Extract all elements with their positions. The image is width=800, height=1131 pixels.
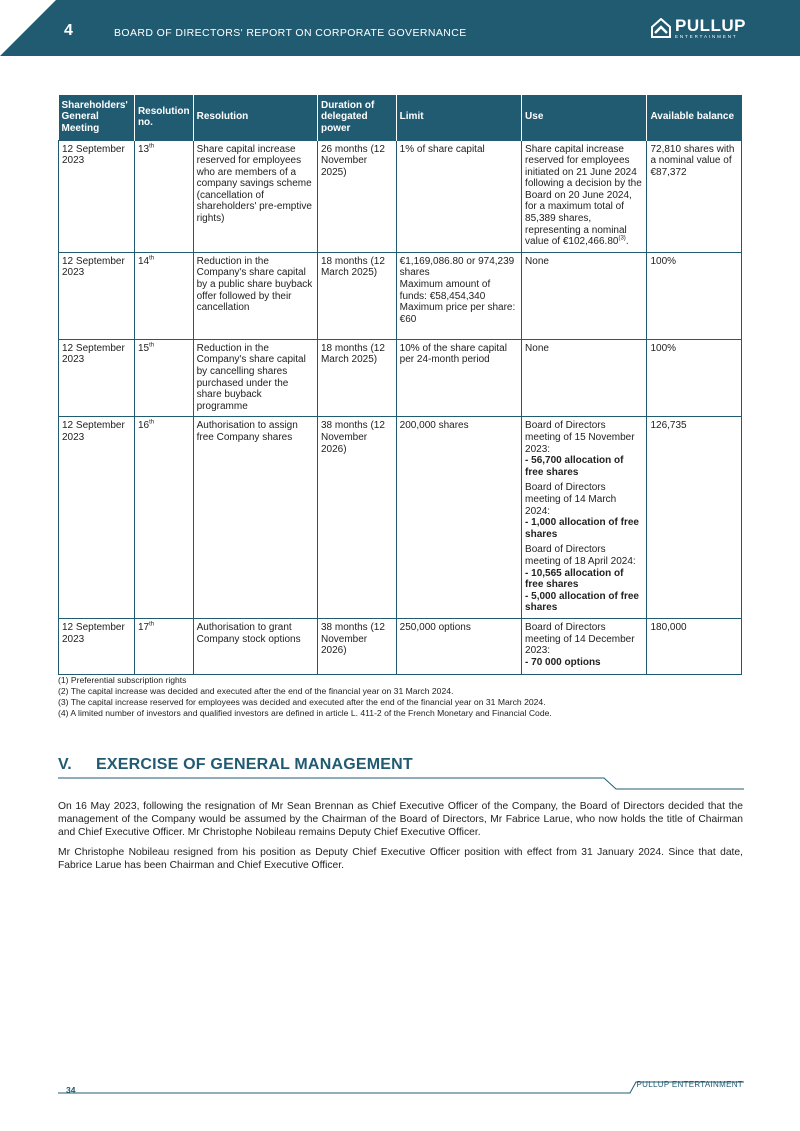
body-paragraph: Mr Christophe Nobileau resigned from his position as Deputy Chief Executive Officer position with effect from 31 January 2024. Since that date, Fabrice Larue has been Chairman and Chief Executive Officer. (58, 847, 743, 871)
ordinal-suffix: th (149, 143, 155, 150)
table-row (59, 252, 742, 339)
table-footnotes (58, 675, 552, 719)
board-meeting-text: Board of Directors meeting of 15 November 2023: (525, 420, 635, 455)
header-resolution-no: Resolution no. (134, 95, 193, 140)
resolution-number: 16 (137, 420, 150, 432)
cell-limit (396, 252, 521, 339)
cell-balance: 100% (647, 252, 742, 339)
footnote: (1) Preferential subscription rights (58, 675, 187, 685)
resolution-number: 14 (137, 255, 150, 267)
section-title: EXERCISE OF GENERAL MANAGEMENT (96, 756, 413, 773)
table-row (59, 417, 742, 619)
limit-line: Maximum price per share: €60 (399, 302, 516, 325)
allocation-text: - 56,700 allocation of free shares (525, 455, 624, 478)
ordinal-suffix: th (149, 621, 155, 628)
board-meeting-text: Board of Directors meeting of 14 December 2023: (525, 621, 635, 657)
cell-resolution: Share capital increase reserved for employees who are members of a company savings scheme (cancellation of shareholders' pre-emptive rights) (193, 140, 317, 252)
cell-limit (396, 140, 521, 252)
cell-limit (396, 417, 521, 619)
use-block (525, 482, 643, 540)
use-text: Share capital increase reserved for employees initiated on 21 June 2024 following a decision by the Board on 20 June 2024, for a maximum total of 85,389 shares, representing a nominal value of €102,466.80 (525, 143, 642, 248)
cell-duration: 38 months (12 November 2026) (317, 417, 396, 619)
cell-use (522, 140, 647, 252)
logo-subtitle: ENTERTAINMENT (675, 34, 738, 39)
cell-meeting: 12 September 2023 (59, 252, 135, 339)
footnote: (3) The capital increase reserved for employees was decided and executed after the end of the financial year on 31 March 2024. (58, 697, 546, 707)
resolution-number: 13 (137, 143, 150, 155)
ordinal-suffix: th (149, 255, 155, 262)
header-balance: Available balance (647, 95, 742, 140)
cell-resolution-no (134, 140, 193, 252)
cell-resolution-no (134, 618, 193, 674)
cell-meeting: 12 September 2023 (59, 339, 135, 417)
header-use: Use (522, 95, 647, 140)
chapter-number: 4 (64, 22, 73, 39)
cell-duration: 38 months (12 November 2026) (317, 618, 396, 674)
header-title: BOARD OF DIRECTORS' REPORT ON CORPORATE GOVERNANCE (114, 27, 467, 39)
board-meeting-text: Board of Directors meeting of 18 April 2024: (525, 544, 636, 567)
limit-line: 1% of share capital (399, 143, 485, 155)
cell-use: None (522, 339, 647, 417)
table-row (59, 618, 742, 674)
use-tail: . (625, 236, 629, 248)
cell-meeting: 12 September 2023 (59, 618, 135, 674)
footnote: (4) A limited number of investors and qualified investors are defined in article L. 411-2 of the French Monetary and Financial Code. (58, 708, 552, 718)
cell-limit (396, 618, 521, 674)
header-limit: Limit (396, 95, 521, 140)
cell-meeting: 12 September 2023 (59, 140, 135, 252)
table-header-row (59, 95, 742, 140)
cell-resolution-no (134, 417, 193, 619)
header-corner-cutout (0, 0, 56, 56)
logo-wordmark: PULLUP (675, 16, 746, 35)
footnote-ref: (3) (618, 235, 626, 242)
cell-balance: 100% (647, 339, 742, 417)
house-chevron-icon (651, 18, 671, 38)
header-duration: Duration of delegated power (317, 95, 396, 140)
cell-balance: 180,000 (647, 618, 742, 674)
cell-use (522, 618, 647, 674)
cell-resolution-no (134, 339, 193, 417)
footer-brand: PULLUP ENTERTAINMENT (636, 1080, 743, 1089)
header-meeting: Shareholders' General Meeting (59, 95, 135, 140)
limit-line: Maximum amount of funds: €58,454,340 (399, 279, 491, 302)
table-row (59, 339, 742, 417)
cell-duration: 26 months (12 November 2025) (317, 140, 396, 252)
board-meeting-text: Board of Directors meeting of 14 March 2024: (525, 482, 617, 517)
resolution-number: 17 (137, 621, 150, 633)
limit-line: €1,169,086.80 or 974,239 shares (399, 255, 515, 279)
page-header (0, 0, 800, 56)
cell-resolution: Authorisation to grant Company stock options (193, 618, 317, 674)
table-row (59, 140, 742, 252)
page-number: 34 (66, 1085, 76, 1095)
ordinal-suffix: th (149, 420, 155, 427)
use-block (525, 622, 643, 668)
section-divider (58, 777, 744, 791)
cell-resolution: Reduction in the Company's share capital by a public share buyback offer followed by their cancellation (193, 252, 317, 339)
cell-resolution: Authorisation to assign free Company shares (193, 417, 317, 619)
cell-resolution-no (134, 252, 193, 339)
brand-logo (651, 18, 751, 42)
cell-duration: 18 months (12 March 2025) (317, 339, 396, 417)
footnote: (2) The capital increase was decided and executed after the end of the financial year on 31 March 2024. (58, 686, 454, 696)
section-number: V. (58, 756, 72, 773)
cell-meeting: 12 September 2023 (59, 417, 135, 619)
body-paragraph: On 16 May 2023, following the resignation of Mr Sean Brennan as Chief Executive Officer of the Company, the Board of Directors decided that the management of the Company would be assumed by the Chairman of the Board of Directors, Mr Fabrice Larue, who now holds the title of Chairman and Chief Executive Officer. Mr Christophe Nobileau remains Deputy Chief Executive Officer. (58, 801, 743, 838)
allocation-text: - 10,565 allocation of free shares (525, 567, 624, 591)
allocation-text: - 1,000 allocation of free shares (525, 517, 639, 540)
cell-limit (396, 339, 521, 417)
header-resolution: Resolution (193, 95, 317, 140)
cell-balance: 126,735 (647, 417, 742, 619)
limit-line: 250,000 options (399, 621, 471, 633)
ordinal-suffix: th (149, 342, 155, 349)
resolution-number: 15 (137, 342, 150, 354)
cell-duration: 18 months (12 March 2025) (317, 252, 396, 339)
limit-line: 200,000 shares (399, 420, 469, 432)
use-block (525, 420, 643, 478)
cell-resolution: Reduction in the Company's share capital by cancelling shares purchased under the share buyback programme (193, 339, 317, 417)
allocation-text: - 5,000 allocation of free shares (525, 590, 639, 614)
allocation-text: - 70 000 options (525, 656, 601, 668)
cell-use (522, 417, 647, 619)
use-block (525, 544, 643, 614)
limit-line: 10% of the share capital per 24-month period (399, 342, 507, 366)
resolutions-table (58, 95, 742, 675)
cell-balance: 72,810 shares with a nominal value of €87,372 (647, 140, 742, 252)
cell-use: None (522, 252, 647, 339)
